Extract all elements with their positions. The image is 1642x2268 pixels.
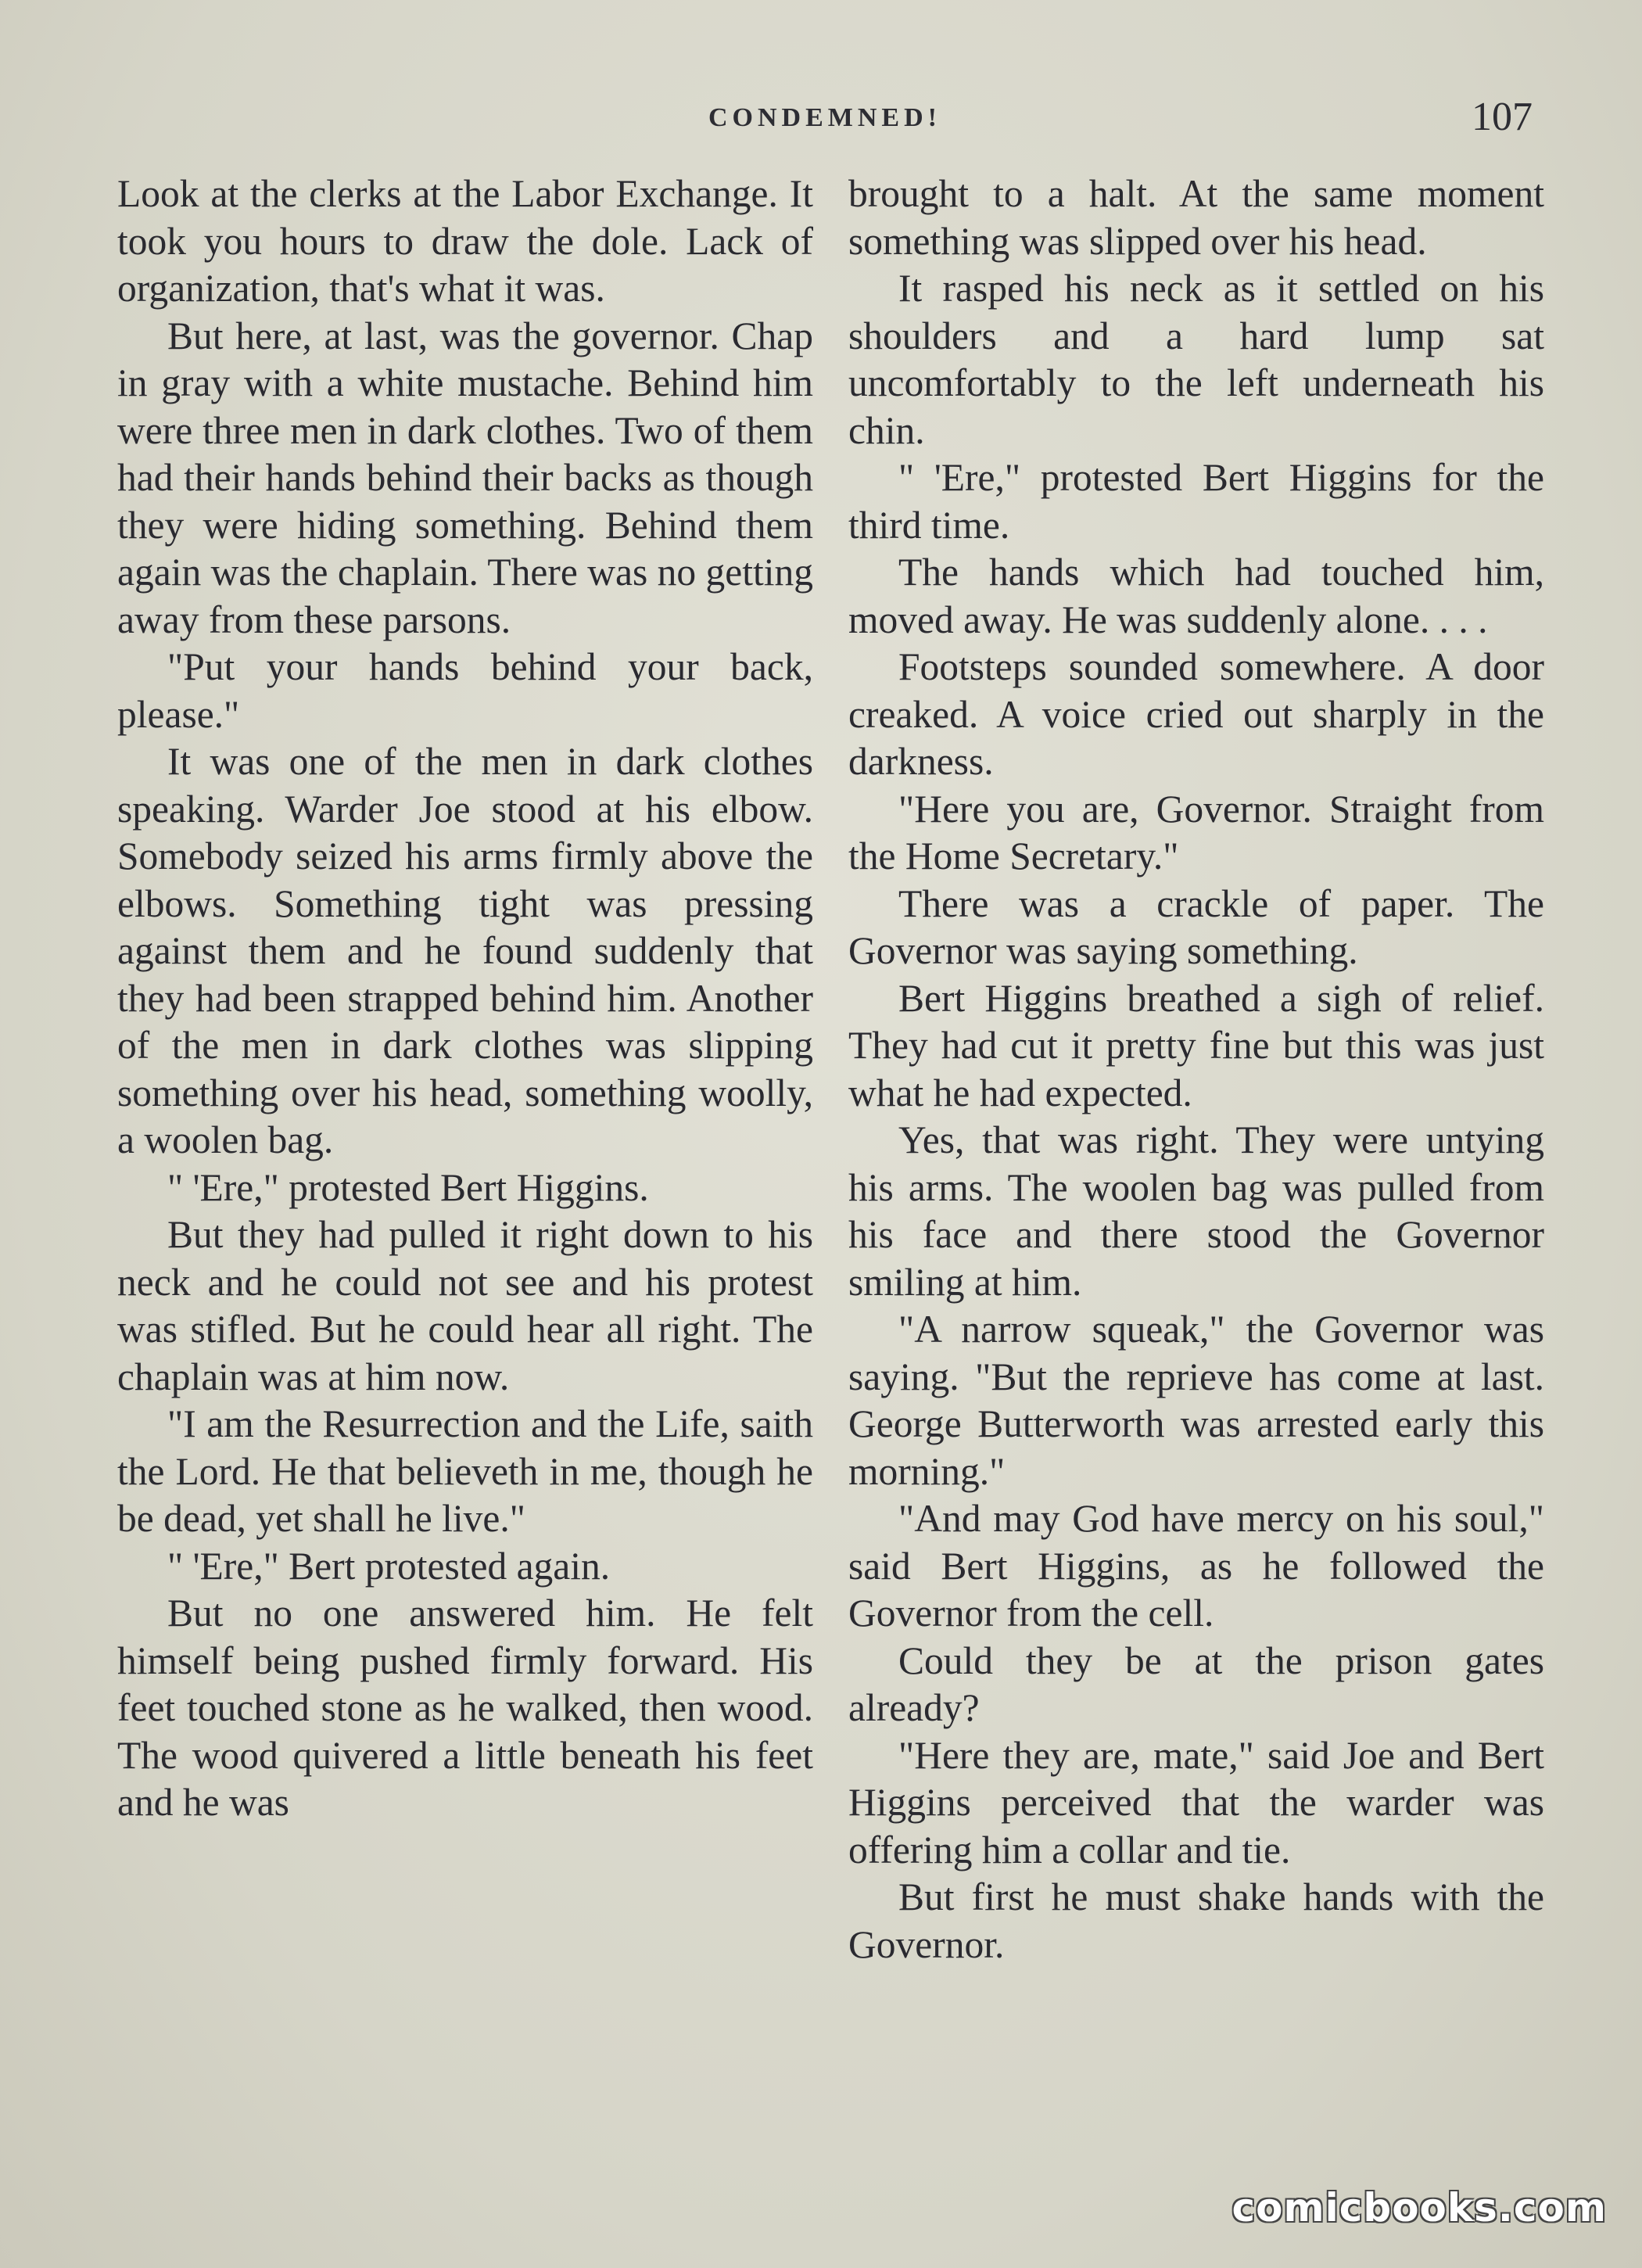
paragraph: " 'Ere," protested Bert Higgins. xyxy=(167,1165,649,1209)
paragraph: The hands which had touched him, moved away. He was suddenly alone. . . . xyxy=(848,551,1544,641)
paragraph: "Here they are, mate," said Joe and Bert Higgins perceived that the warder was offering him a collar and tie. xyxy=(848,1733,1544,1871)
paragraph: But no one answered him. He felt himself being pushed firmly forward. His feet touched stone as he walked, then wood. The wood quivered a little beneath his feet and he was xyxy=(117,1592,813,1824)
running-head: CONDEMNED! xyxy=(708,103,941,132)
paragraph: It rasped his neck as it settled on his shoulders and a hard lump sat uncomfortably to the left underneath his chin. xyxy=(848,267,1544,452)
paragraph: But here, at last, was the governor. Chap in gray with a white mustache. Behind him were three men in dark clothes. Two of them had their hands behind their backs as though they were hiding something. Behind them again was the chaplain. There was no getting away from these parsons. xyxy=(117,314,813,641)
paragraph: It was one of the men in dark clothes speaking. Warder Joe stood at his elbow. Somebody seized his arms firmly above the elbows. Something tight was pressing against them and he found suddenly that they had been strapped behind him. Another of the men in dark clothes was slipping something over his head, something woolly, a woolen bag. xyxy=(117,740,813,1161)
paragraph: Yes, that was right. They were untying his arms. The woolen bag was pulled from his face and there stood the Governor smiling at him. xyxy=(848,1118,1544,1304)
paragraph: Look at the clerks at the Labor Exchange. It took you hours to draw the dole. Lack of organization, that's what it was. xyxy=(117,172,813,310)
paragraph: "A narrow squeak," the Governor was saying. "But the reprieve has come at last. George Butterworth was arrested early this morning." xyxy=(848,1308,1544,1493)
paragraph: There was a crackle of paper. The Governor was saying something. xyxy=(848,881,1544,972)
paragraph: Bert Higgins breathed a sigh of relief. They had cut it pretty fine but this was just what he had expected. xyxy=(848,976,1544,1114)
paragraph: " 'Ere," protested Bert Higgins for the third time. xyxy=(848,456,1544,547)
left-text-column xyxy=(117,170,813,1827)
paragraph: " 'Ere," Bert protested again. xyxy=(167,1544,611,1588)
paragraph: "Put your hands behind your back, please." xyxy=(117,645,813,736)
paragraph: Could they be at the prison gates already? xyxy=(848,1638,1544,1729)
right-text-column xyxy=(848,170,1544,1968)
paragraph: brought to a halt. At the same moment something was slipped over his head. xyxy=(848,172,1544,263)
page-number: 107 xyxy=(1472,95,1533,139)
watermark-logo: comicbooks.com xyxy=(1232,2185,1607,2230)
paragraph: "And may God have mercy on his soul," said Bert Higgins, as he followed the Governor from the cell. xyxy=(848,1497,1544,1635)
page-header xyxy=(117,95,1533,158)
paragraph: But first he must shake hands with the Governor. xyxy=(848,1875,1544,1966)
paragraph: "I am the Resurrection and the Life, saith the Lord. He that believeth in me, though he be dead, yet shall he live." xyxy=(117,1402,813,1540)
paragraph: "Here you are, Governor. Straight from the Home Secretary." xyxy=(848,787,1544,877)
paragraph: Footsteps sounded somewhere. A door creaked. A voice cried out sharply in the darkness. xyxy=(848,645,1544,783)
paragraph: But they had pulled it right down to his neck and he could not see and his protest was stifled. But he could hear all right. The chaplain was at him now. xyxy=(117,1213,813,1398)
